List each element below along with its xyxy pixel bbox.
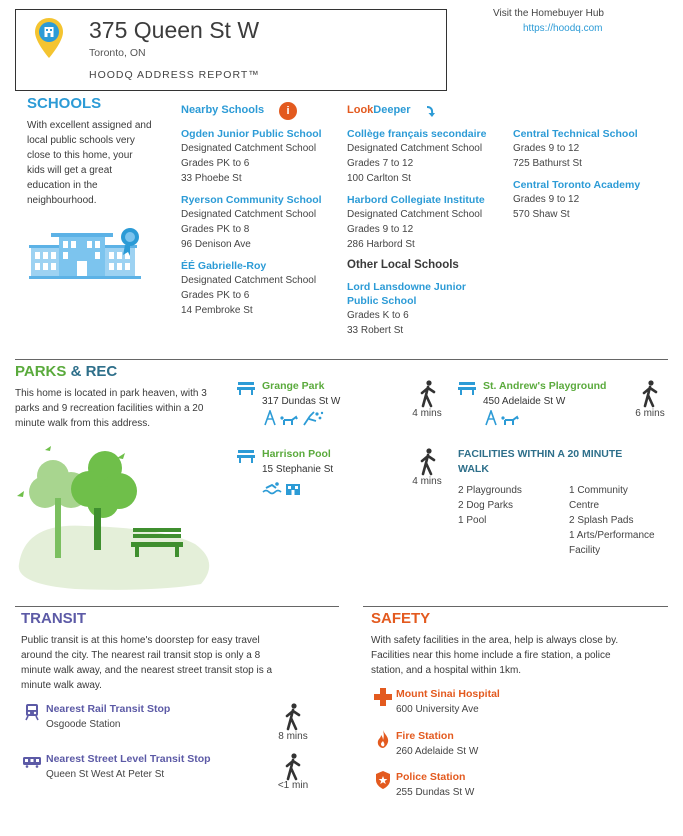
school-grades: Grades 9 to 12 (513, 194, 580, 205)
school-address: 286 Harbord St (347, 239, 415, 250)
park-address: 15 Stephanie St (262, 464, 334, 475)
walking-person-icon (419, 448, 437, 476)
school-grades: Grades 9 to 12 (513, 143, 580, 154)
streetcar-icon (22, 756, 42, 768)
school-type: Designated Catchment School (347, 143, 483, 154)
facility-item: 2 Playgrounds (458, 485, 522, 496)
homebuyer-hub-label: Visit the Homebuyer Hub (493, 8, 604, 19)
school-address: 33 Phoebe St (181, 173, 242, 184)
school-address: 33 Robert St (347, 325, 404, 336)
facility-item: 2 Dog Parks (458, 500, 514, 511)
train-icon (24, 703, 40, 721)
divider-safety (363, 606, 668, 607)
bench-icon (237, 381, 255, 395)
school-address: 570 Shaw St (513, 209, 570, 220)
walking-person-icon (641, 380, 659, 408)
safety-address: 260 Adelaide St W (396, 746, 479, 757)
street-stop-label: Nearest Street Level Transit Stop (46, 753, 211, 765)
safety-name[interactable]: Fire Station (396, 730, 454, 742)
safety-title: SAFETY (371, 610, 431, 627)
park-amenity-icons (483, 410, 523, 426)
school-college-francais (347, 127, 486, 186)
parks-title-amp: & (66, 363, 86, 380)
report-label: HOODQ ADDRESS REPORT™ (89, 69, 260, 81)
walk-time: 4 mins (412, 476, 442, 487)
facility-item: 1 Arts/Performance (569, 530, 655, 541)
house-location-pin-icon (34, 17, 64, 59)
school-type: Designated Catchment School (181, 143, 317, 154)
school-type: Designated Catchment School (181, 275, 317, 286)
safety-name[interactable]: Mount Sinai Hospital (396, 688, 500, 700)
park-amenity-icons (262, 410, 326, 426)
facility-item: 1 Pool (458, 515, 487, 526)
school-name[interactable]: Harbord Collegiate Institute (347, 194, 485, 206)
parks-title-parks: PARKS (15, 363, 67, 380)
hospital-cross-icon (374, 688, 392, 706)
school-name[interactable]: ÉÉ Gabrielle-Roy (181, 260, 267, 272)
facility-item: Facility (569, 545, 601, 556)
school-grades: Grades K to 6 (347, 310, 409, 321)
facility-item: Centre (569, 500, 600, 511)
school-address: 100 Carlton St (347, 173, 411, 184)
bench-icon (237, 449, 255, 463)
divider-transit (15, 606, 339, 607)
school-name-line2[interactable]: Public School (347, 295, 417, 307)
facilities-left-list (458, 483, 522, 528)
facility-item: 2 Splash Pads (569, 515, 634, 526)
walk-time: 4 mins (412, 408, 442, 419)
safety-address: 255 Dundas St W (396, 787, 475, 798)
safety-description-line: Facilities near this home include a fire station, a police (371, 650, 611, 661)
school-name-line1[interactable]: Lord Lansdowne Junior (347, 281, 467, 293)
bench-icon (458, 381, 476, 395)
transit-description-line: Public transit is at this home's doorstep for easy travel (21, 635, 260, 646)
rail-walk-time: 8 mins (278, 731, 308, 742)
school-gabrielle-roy (181, 259, 316, 318)
park-name[interactable]: Harrison Pool (262, 448, 331, 460)
school-central-technical (513, 127, 638, 171)
park-address: 450 Adelaide St W (483, 396, 566, 407)
safety-description-line: station, and a hospital within 1km. (371, 665, 522, 676)
school-grades: Grades PK to 6 (181, 158, 250, 169)
police-badge-icon (375, 771, 391, 789)
safety-name[interactable]: Police Station (396, 771, 466, 783)
address-title: 375 Queen St W (89, 17, 260, 43)
street-stop-name[interactable]: Queen St West At Peter St (46, 769, 165, 780)
school-name[interactable]: Central Toronto Academy (513, 179, 641, 191)
rail-station-name[interactable]: Osgoode Station (46, 719, 121, 730)
school-name[interactable]: Central Technical School (513, 128, 638, 140)
school-central-toronto-academy (513, 178, 640, 222)
info-icon[interactable]: i (279, 102, 297, 120)
park-name[interactable]: St. Andrew's Playground (483, 380, 607, 392)
parks-description: This home is located in park heaven, with 3 parks and 9 recreation facilities within a 20 minute walk from this address. (15, 388, 207, 429)
safety-description (371, 633, 618, 678)
parks-rec-title (15, 363, 117, 380)
street-walk-time: <1 min (277, 780, 309, 791)
park-address: 317 Dundas St W (262, 396, 341, 407)
school-ogden (181, 127, 322, 186)
park-name[interactable]: Grange Park (262, 380, 325, 392)
facilities-title-line2: WALK (458, 463, 489, 475)
schools-description: With excellent assigned and local public schools very close to this home, your kids will get a great education in the neighbourhood. (27, 120, 152, 206)
facilities-title (458, 447, 622, 477)
fire-flame-icon (377, 730, 389, 748)
lookdeeper-arrow-icon[interactable] (425, 106, 436, 118)
school-grades: Grades PK to 8 (181, 224, 250, 235)
school-type: Designated Catchment School (347, 209, 483, 220)
transit-description-line: around the city. The nearest rail transit stop is only a 8 (21, 650, 261, 661)
safety-address: 600 University Ave (396, 704, 479, 715)
lookdeeper-label[interactable] (347, 104, 411, 116)
parks-title-rec: REC (85, 363, 118, 380)
schools-title: SCHOOLS (27, 95, 102, 112)
facilities-right-list (569, 483, 655, 558)
school-ryerson (181, 193, 322, 252)
school-harbord (347, 193, 485, 252)
address-city: Toronto, ON (89, 47, 146, 59)
pool-and-community-icons (262, 480, 302, 496)
school-address: 96 Denison Ave (181, 239, 251, 250)
safety-description-line: With safety facilities in the area, help is always close by. (371, 635, 619, 646)
nearby-schools-label: Nearby Schools (181, 104, 265, 116)
park-trees-illustration (15, 444, 215, 592)
lookdeeper-look: Look (347, 104, 374, 116)
school-building-illustration (29, 225, 147, 280)
rail-stop-label: Nearest Rail Transit Stop (46, 703, 171, 715)
homebuyer-hub-link[interactable]: https://hoodq.com (523, 23, 603, 34)
walk-time: 6 mins (635, 408, 665, 419)
other-schools-label: Other Local Schools (347, 259, 459, 271)
school-grades: Grades PK to 6 (181, 290, 250, 301)
transit-description (21, 633, 272, 693)
facilities-title-line1: FACILITIES WITHIN A 20 MINUTE (458, 448, 623, 460)
school-grades: Grades 9 to 12 (347, 224, 414, 235)
walking-person-icon (284, 703, 302, 731)
transit-title: TRANSIT (21, 610, 86, 627)
walking-person-icon (284, 753, 302, 781)
facility-item: 1 Community (569, 485, 628, 496)
divider-schools-parks (15, 359, 668, 360)
school-type: Designated Catchment School (181, 209, 317, 220)
school-address: 14 Pembroke St (181, 305, 253, 316)
school-lord-lansdowne (347, 280, 466, 338)
school-name[interactable]: Ogden Junior Public School (181, 128, 322, 140)
school-name[interactable]: Collège français secondaire (347, 128, 487, 140)
transit-description-line: minute walk away, and the nearest street transit stop is a (21, 665, 273, 676)
school-grades: Grades 7 to 12 (347, 158, 414, 169)
lookdeeper-deeper: Deeper (373, 104, 411, 116)
walking-person-icon (419, 380, 437, 408)
transit-description-line: minute walk away. (21, 680, 102, 691)
school-name[interactable]: Ryerson Community School (181, 194, 322, 206)
school-address: 725 Bathurst St (513, 158, 582, 169)
